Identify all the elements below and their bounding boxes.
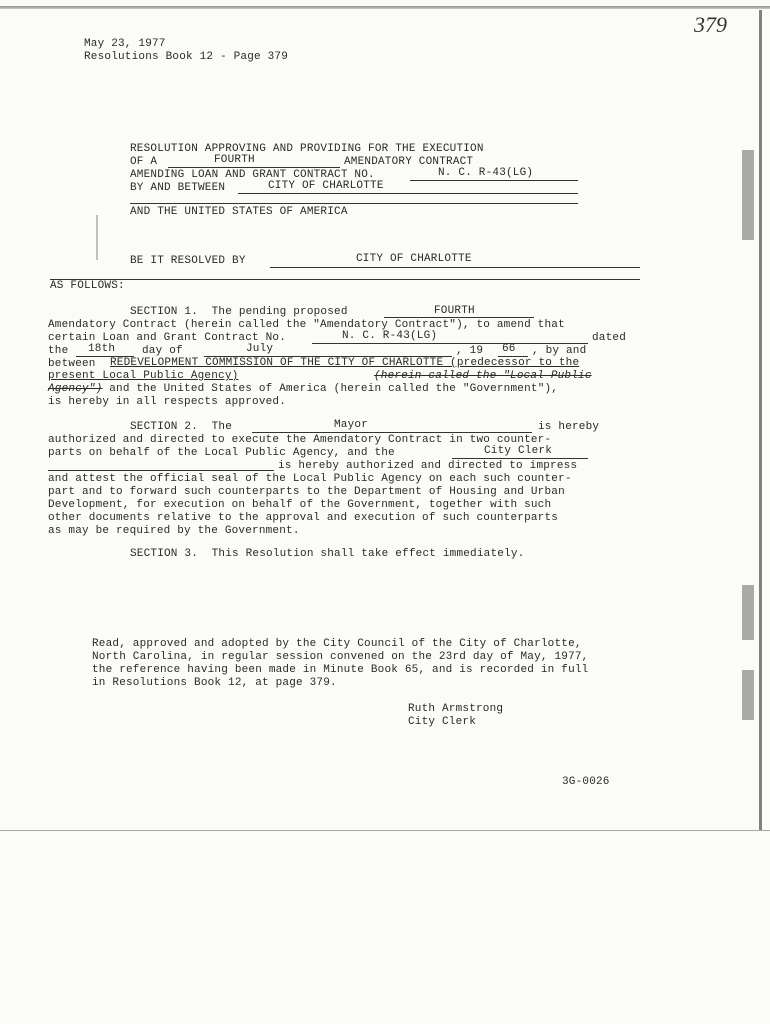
section1-fill-month: July [246, 343, 274, 355]
section2-line-6: part and to forward such counterparts to the Department of Housing and Urban [48, 486, 565, 498]
section1-the: the [48, 345, 69, 357]
scan-artifact [742, 670, 754, 720]
title-line-4-prefix: BY AND BETWEEN [130, 182, 226, 194]
resolved-fill-party: CITY OF CHARLOTTE [356, 253, 472, 265]
book-reference: Resolutions Book 12 - Page 379 [84, 51, 289, 63]
title-fill-party: CITY OF CHARLOTTE [268, 180, 384, 192]
fill-line [270, 267, 640, 268]
fill-line [168, 167, 340, 168]
section1-line-8: is hereby in all respects approved. [48, 396, 287, 408]
resolved-prefix: BE IT RESOLVED BY [130, 255, 246, 267]
signer-name: Ruth Armstrong [408, 703, 504, 715]
fill-line [50, 279, 640, 280]
section1-line-3-suffix: dated [592, 332, 627, 344]
section1-line-2: Amendatory Contract (herein called the "Amendatory Contract"), to amend that [48, 319, 565, 331]
certification-line-1: Read, approved and adopted by the City Council of the City of Charlotte, [92, 638, 582, 650]
fill-line [312, 343, 588, 344]
title-fill-contract-number: N. C. R-43(LG) [438, 167, 534, 179]
fill-line [130, 203, 578, 204]
section2-fill-clerk: City Clerk [484, 445, 553, 457]
section1-fill-amendment: FOURTH [434, 305, 475, 317]
signer-role: City Clerk [408, 716, 477, 728]
section2-line-2: authorized and directed to execute the Amendatory Contract in two counter- [48, 434, 552, 446]
title-line-1: RESOLUTION APPROVING AND PROVIDING FOR THE EXECUTION [130, 143, 484, 155]
section1-fill-contract: N. C. R-43(LG) [342, 330, 438, 342]
section1-fill-present-agency: present Local Public Agency) [48, 370, 239, 382]
fill-line [252, 432, 532, 433]
section1-line-3-prefix: certain Loan and Grant Contract No. [48, 332, 287, 344]
section1-struck-agency: Agency") [48, 383, 103, 395]
section2-fill-officer: Mayor [334, 419, 369, 431]
section2-line-1-prefix: SECTION 2. The [130, 421, 233, 433]
certification-line-3: the reference having been made in Minute Book 65, and is recorded in full [92, 664, 589, 676]
title-line-2-prefix: OF A [130, 156, 158, 168]
section1-line-1: SECTION 1. The pending proposed [130, 306, 348, 318]
section2-line-3-prefix: parts on behalf of the Local Public Agency, and the [48, 447, 395, 459]
section1-fill-day: 18th [88, 343, 116, 355]
document-date: May 23, 1977 [84, 38, 166, 50]
section2-line-7: Development, for execution on behalf of the Government, together with such [48, 499, 552, 511]
scan-right-edge [759, 10, 762, 830]
title-line-3-prefix: AMENDING LOAN AND GRANT CONTRACT NO. [130, 169, 375, 181]
scan-fold-line [0, 830, 770, 831]
certification-line-2: North Carolina, in regular session convened on the 23rd day of May, 1977, [92, 651, 589, 663]
scan-artifact [96, 215, 98, 260]
section1-line-7 [48, 383, 558, 396]
section1-fill-year: 66 [502, 343, 516, 355]
title-fill-amendment-number: FOURTH [214, 154, 255, 166]
section1-struck-text: (herein called the "Local Public [374, 370, 592, 382]
section2-line-4: is hereby authorized and directed to impress [278, 460, 578, 472]
title-line-2-suffix: AMENDATORY CONTRACT [344, 156, 474, 168]
section1-dayof: day of [142, 345, 183, 357]
section1-line-4-suffix: , by and [532, 345, 587, 357]
section2-line-8: other documents relative to the approval and execution of such counterparts [48, 512, 559, 524]
scan-artifact [742, 150, 754, 240]
fill-line [238, 193, 578, 194]
section1-year-prefix: , 19 [456, 345, 484, 357]
section2-line-9: as may be required by the Government. [48, 525, 300, 537]
section1-fill-predecessor: REDEVELOPMENT COMMISSION OF THE CITY OF CHARLOTTE (predecessor to the [110, 357, 580, 369]
section2-line-1-suffix: is hereby [538, 421, 600, 433]
scan-top-edge [0, 6, 770, 9]
document-code: 3G-0026 [562, 776, 610, 788]
fill-line [410, 180, 578, 181]
section3: SECTION 3. This Resolution shall take effect immediately. [130, 548, 525, 560]
certification-line-4: in Resolutions Book 12, at page 379. [92, 677, 337, 689]
fill-line [48, 470, 274, 471]
fill-line [452, 458, 588, 459]
as-follows: AS FOLLOWS: [50, 280, 125, 292]
scan-artifact [742, 585, 754, 640]
section2-line-5: and attest the official seal of the Local Public Agency on each such counter- [48, 473, 572, 485]
section1-line-7-rest: and the United States of America (herein called the "Government"), [102, 383, 559, 395]
fill-line [384, 317, 534, 318]
section1-between: between [48, 358, 96, 370]
title-line-5: AND THE UNITED STATES OF AMERICA [130, 206, 348, 218]
handwritten-page-number: 379 [694, 12, 727, 37]
